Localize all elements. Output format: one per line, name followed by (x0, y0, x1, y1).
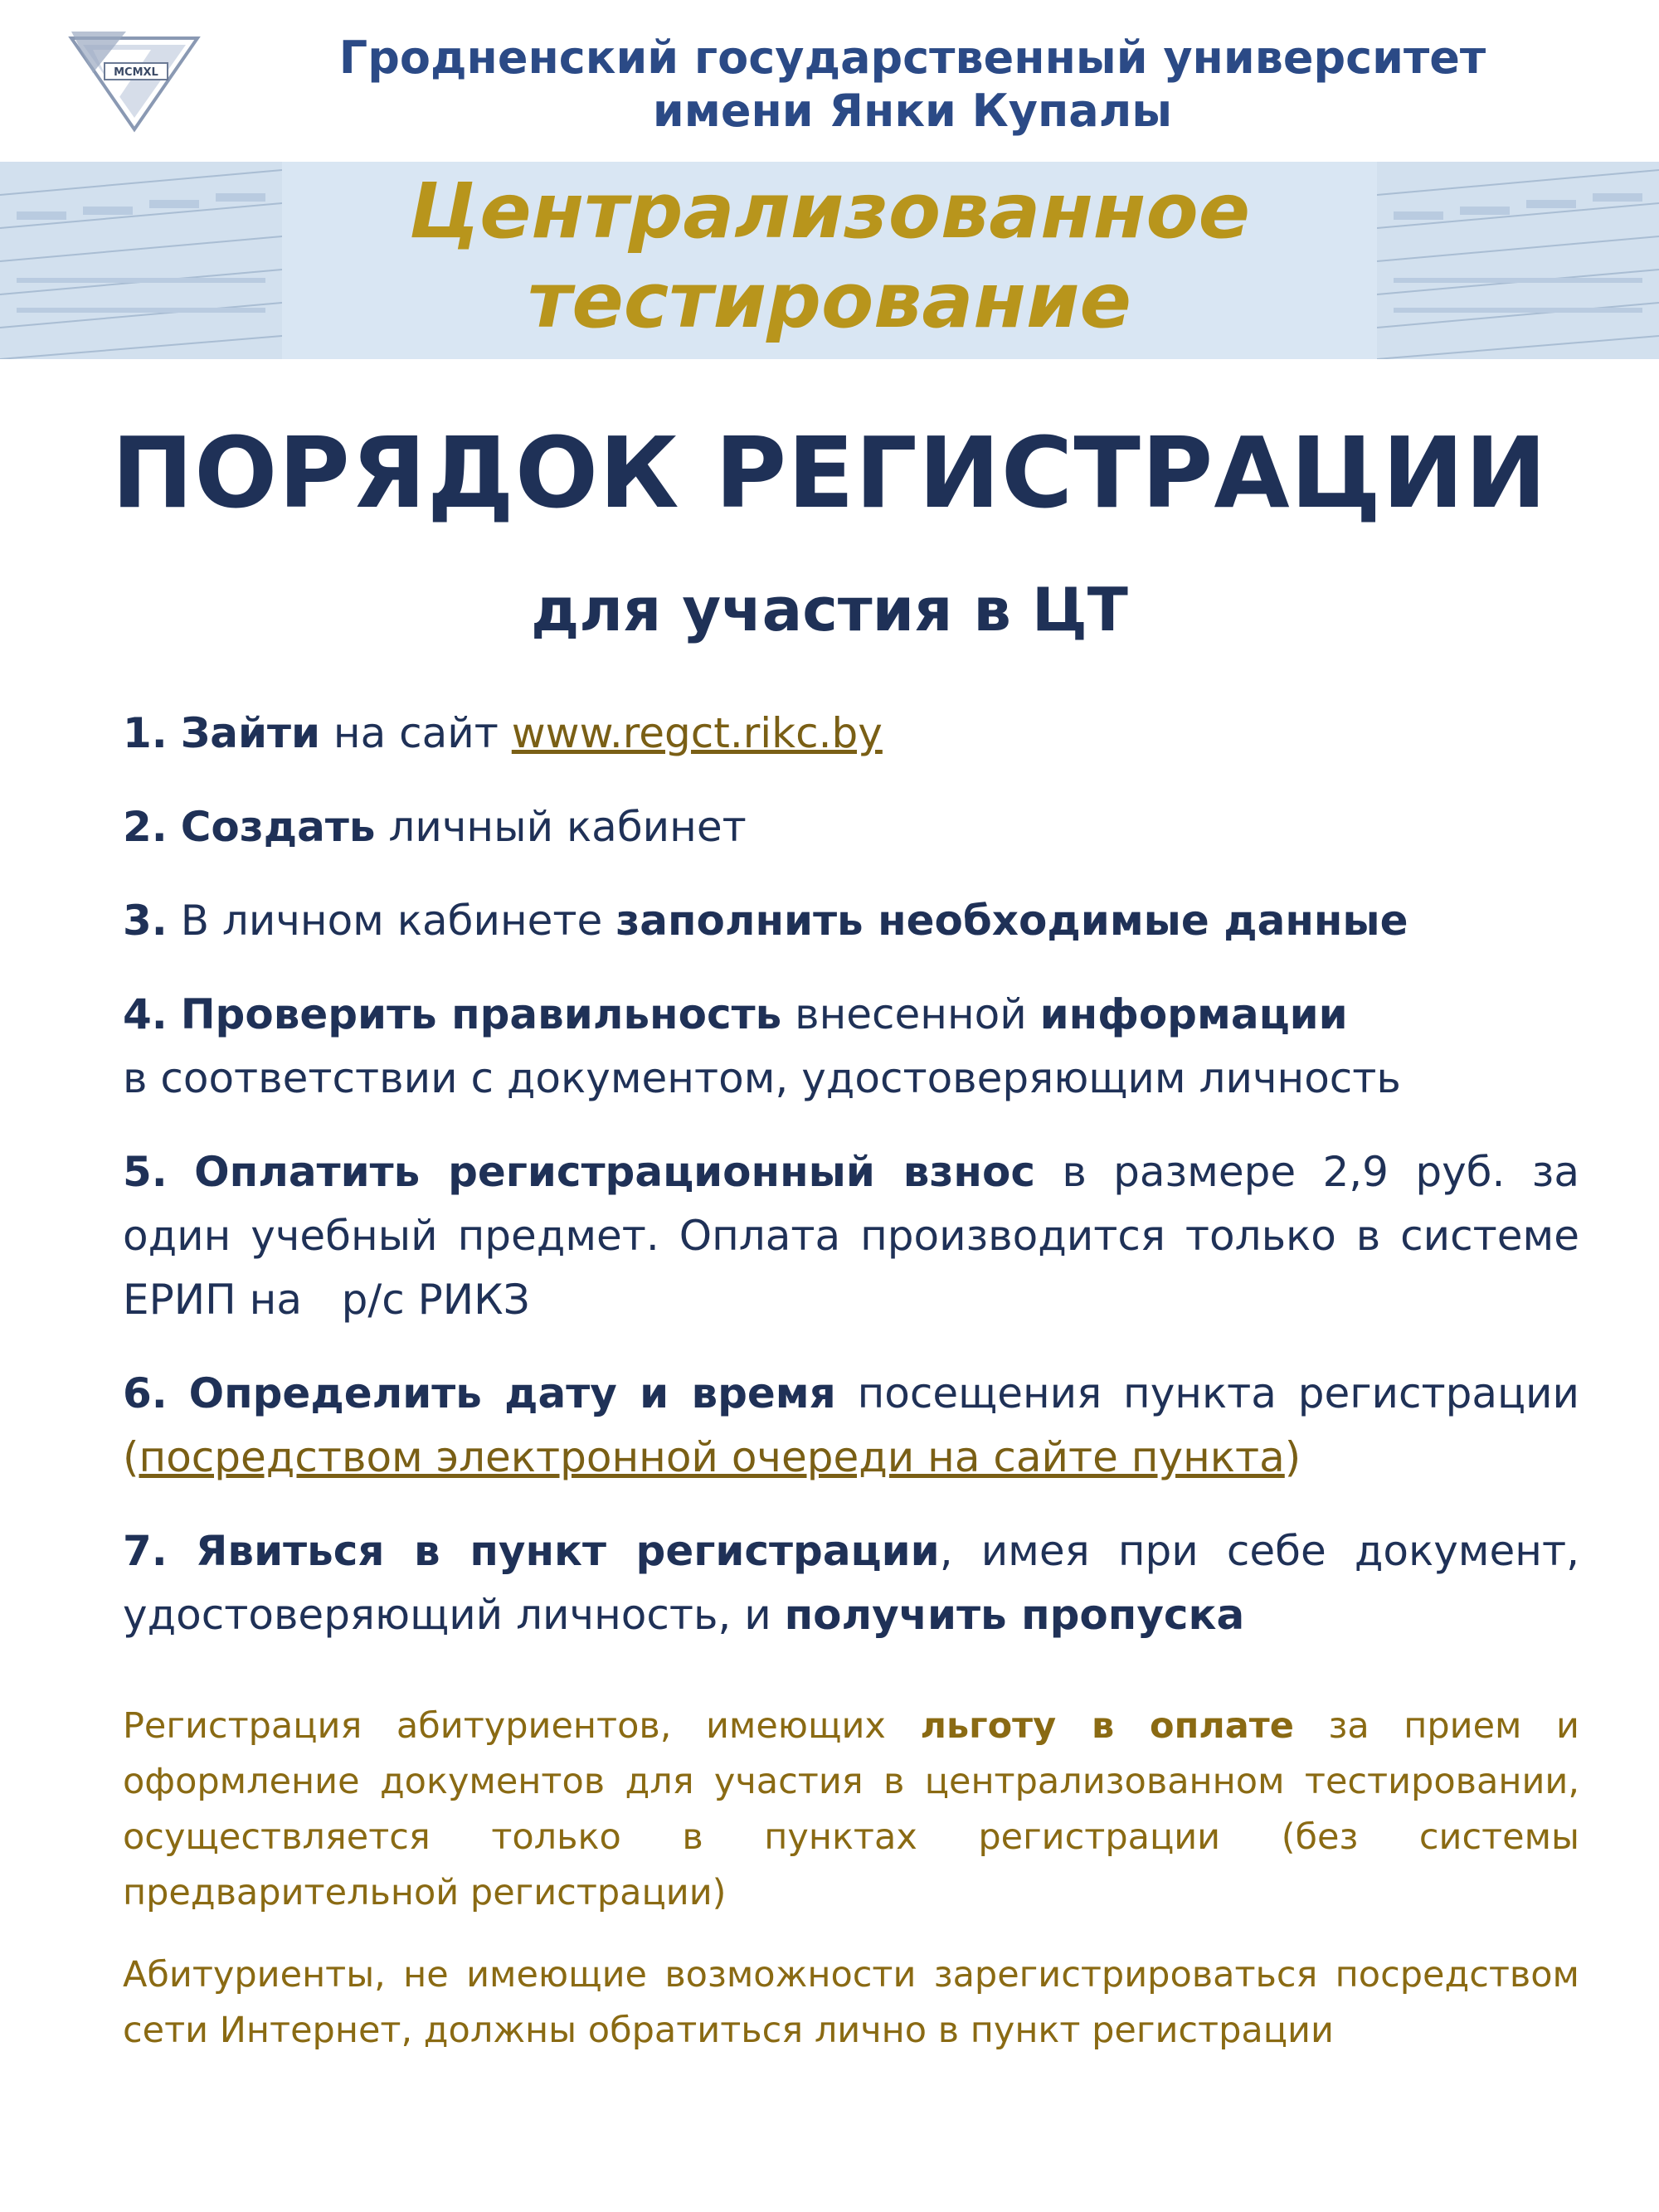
step-3 (123, 889, 1579, 953)
university-logo-icon (68, 23, 201, 139)
step-number: 4. (123, 990, 168, 1038)
step-action: Явиться в пункт регистрации (195, 1527, 940, 1575)
notes (123, 1699, 1579, 2085)
step-number: 6. (123, 1369, 168, 1417)
step-action-2: получить пропуска (784, 1591, 1245, 1639)
step-action-2: информации (1039, 990, 1348, 1038)
step-4 (123, 983, 1579, 1111)
banner-title-line-2: тестирование (528, 256, 1131, 345)
step-action: Оплатить регистрационный взнос (194, 1148, 1035, 1196)
paren-open: ( (123, 1433, 139, 1481)
step-5 (123, 1140, 1579, 1332)
queue-link[interactable]: посредством электронной очереди на сайте пункта (139, 1433, 1285, 1481)
step-number: 2. (123, 803, 168, 851)
steps-list (123, 702, 1579, 1677)
step-1 (123, 702, 1579, 766)
note-no-internet (123, 1947, 1579, 2059)
step-action: Проверить правильность (180, 990, 782, 1038)
step-action: Создать (180, 803, 376, 851)
step-text: на сайт (320, 709, 512, 757)
step-number: 7. (123, 1527, 168, 1575)
step-7 (123, 1519, 1579, 1647)
paren-close: ) (1284, 1433, 1301, 1481)
step-number: 1. (123, 709, 168, 757)
step-6 (123, 1362, 1579, 1490)
step-action: Определить дату и время (188, 1369, 836, 1417)
step-number: 3. (123, 897, 168, 945)
university-line-2: имени Янки Купалы (652, 85, 1173, 137)
note-text-2: за прием и оформление документов для участия в централизованном тестировании, осуществляется только в пунктах регистрации (без системы предварительной регистрации) (123, 1705, 1579, 1913)
page-title: ПОРЯДОК РЕГИСТРАЦИИ (111, 416, 1548, 530)
banner-title-line-1: Централизованное (408, 167, 1251, 255)
step-action: Зайти (180, 709, 321, 757)
answer-sheet-right-image (1377, 162, 1659, 359)
step-action: заполнить необходимые данные (615, 897, 1408, 945)
answer-sheet-left-image (0, 162, 282, 359)
step-text: , имея при себе документ, удостоверяющий личность, и (123, 1527, 1579, 1639)
step-text-2: в соответствии с документом, удостоверяющим личность (123, 1054, 1401, 1102)
university-line-1: Гродненский государственный университет (338, 32, 1486, 84)
step-text: личный кабинет (375, 803, 747, 851)
note-emphasis: льготу в оплате (920, 1705, 1294, 1747)
university-name (249, 32, 1576, 138)
note-text: Регистрация абитуриентов, имеющих (123, 1705, 921, 1747)
logo-text: MCMXL (114, 66, 158, 79)
note-benefit (123, 1699, 1579, 1921)
banner-title (274, 167, 1385, 346)
step-text: В личном кабинете (167, 897, 616, 945)
step-text: посещения пункта регистрации (835, 1369, 1579, 1417)
note-text: Абитуриенты, не имеющие возможности зарегистрироваться посредством сети Интернет, должны обратиться лично в пункт регистрации (123, 1954, 1579, 2051)
step-text: в размере 2,9 руб. за один учебный предмет. Оплата производится только в системе ЕРИП на р/с РИКЗ (123, 1148, 1579, 1324)
step-number: 5. (123, 1148, 168, 1196)
page-subtitle: для участия в ЦТ (531, 575, 1128, 644)
step-text: внесенной (781, 990, 1040, 1038)
header (0, 0, 1659, 162)
step-2 (123, 795, 1579, 859)
banner (0, 162, 1659, 359)
website-link[interactable]: www.regct.rikc.by (511, 709, 883, 757)
